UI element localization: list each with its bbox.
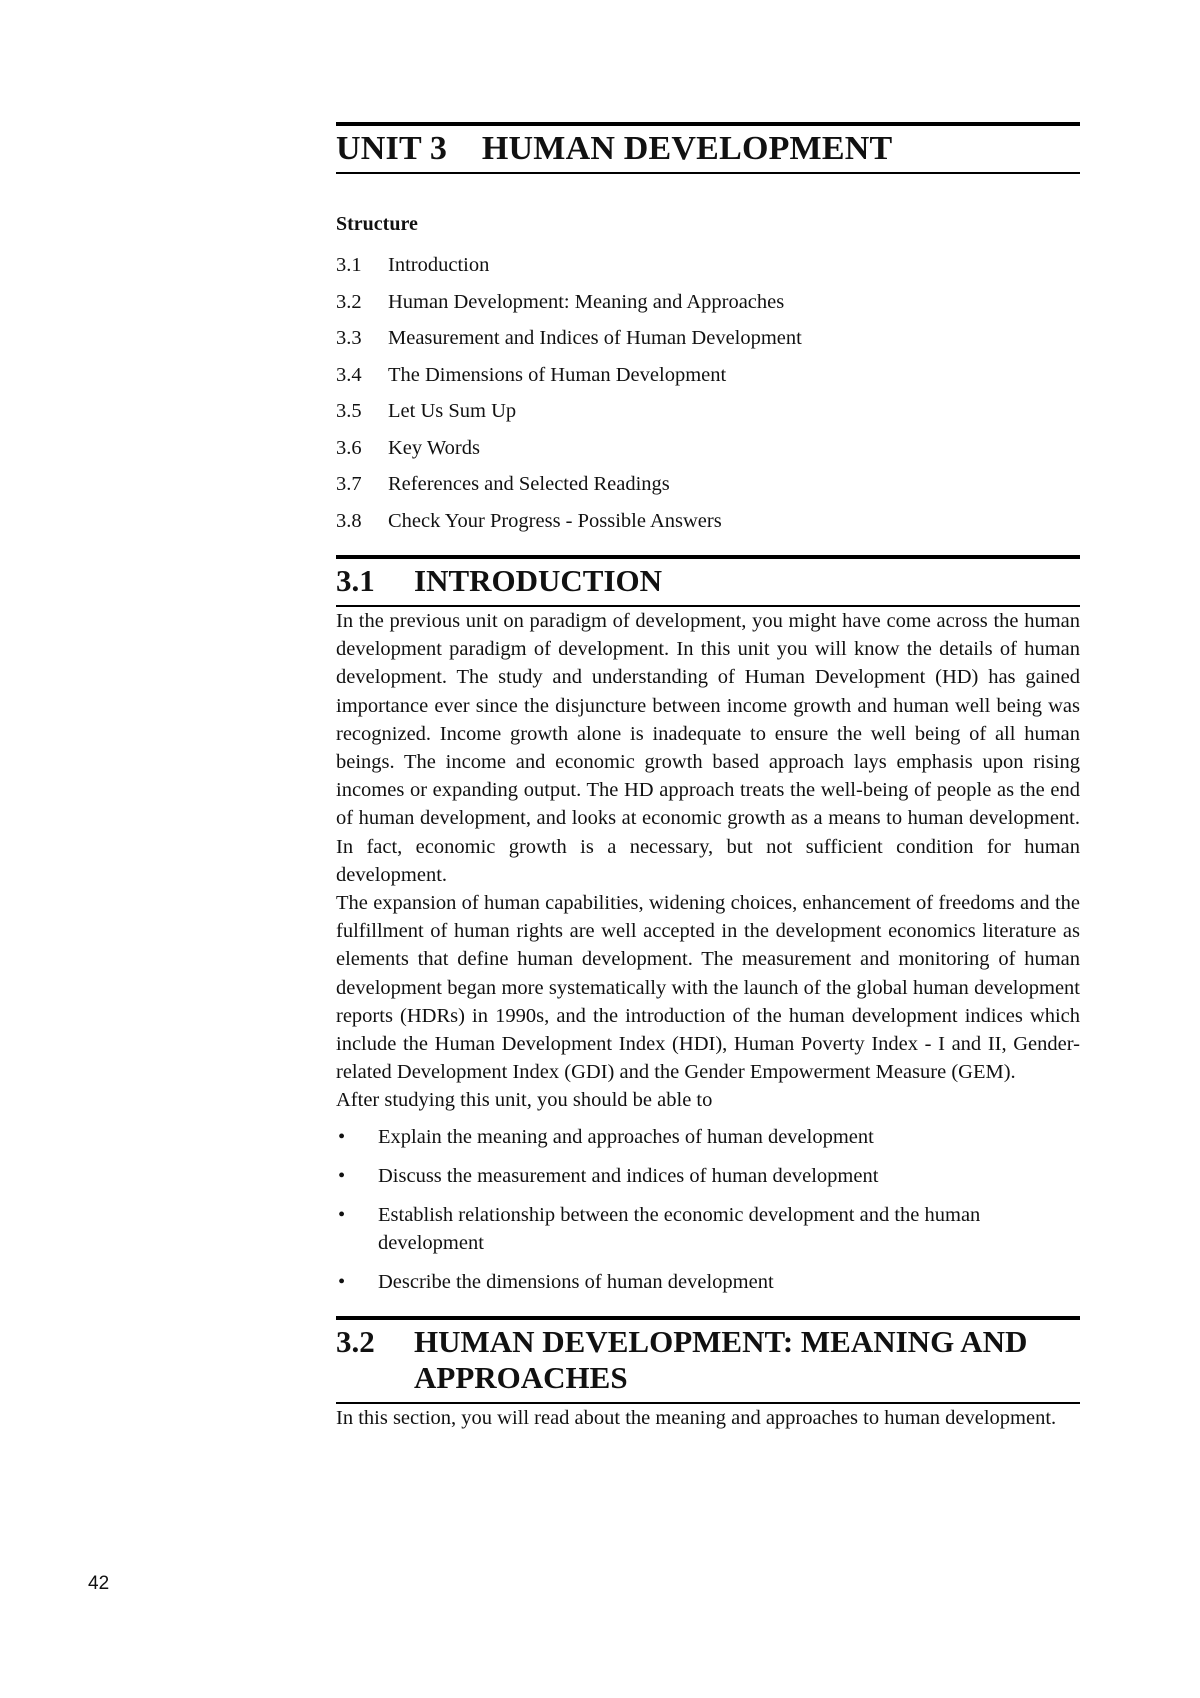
objective-item [336, 1201, 1080, 1257]
intro-paragraph-3: After studying this unit, you should be able to [336, 1089, 713, 1112]
structure-item-label: Key Words [388, 436, 480, 459]
structure-item [336, 430, 1080, 467]
objective-text: Establish relationship between the economic development and the human development [378, 1203, 981, 1254]
page-number: 42 [88, 1573, 110, 1594]
objective-text: Discuss the measurement and indices of human development [378, 1164, 879, 1187]
structure-item-label: The Dimensions of Human Development [388, 363, 727, 386]
structure-item-label: Human Development: Meaning and Approaches [388, 290, 785, 313]
structure-item-number: 3.3 [336, 327, 362, 349]
structure-heading: Structure [336, 213, 418, 235]
structure-item-number: 3.6 [336, 436, 362, 459]
structure-item-label: References and Selected Readings [388, 473, 670, 495]
structure-item-label: Let Us Sum Up [388, 400, 517, 422]
objective-text: Explain the meaning and approaches of human development [378, 1125, 874, 1148]
section-number: 3.1 [336, 563, 375, 598]
structure-item-number: 3.5 [336, 400, 362, 422]
section-title-line-1: HUMAN DEVELOPMENT: MEANING AND [414, 1323, 1028, 1359]
structure-item [336, 503, 1080, 540]
page-content [336, 122, 1080, 1432]
structure-item-label: Introduction [388, 254, 490, 276]
structure-list [336, 247, 1080, 539]
structure-item-number: 3.2 [336, 290, 362, 313]
objectives-list [336, 1123, 1080, 1296]
structure-item-label: Check Your Progress - Possible Answers [388, 509, 722, 532]
objective-item [336, 1268, 1080, 1296]
bullet-icon: • [338, 1164, 346, 1187]
structure-item [336, 247, 1080, 284]
structure-item-number: 3.4 [336, 363, 362, 386]
section-heading-introduction [336, 555, 1080, 607]
structure-item [336, 466, 1080, 503]
section-title-line-2: APPROACHES [414, 1359, 628, 1395]
structure-item [336, 320, 1080, 357]
objective-item [336, 1123, 1080, 1151]
bullet-icon: • [338, 1125, 346, 1148]
section-title [414, 1324, 1027, 1396]
section-title: INTRODUCTION [414, 563, 663, 598]
structure-item [336, 393, 1080, 430]
structure-item-number: 3.1 [336, 254, 362, 276]
section-heading-meaning-approaches [336, 1316, 1080, 1404]
structure-item-number: 3.8 [336, 509, 362, 532]
bullet-icon: • [338, 1270, 346, 1293]
objective-text: Describe the dimensions of human development [378, 1270, 774, 1293]
section-number: 3.2 [336, 1323, 375, 1359]
objective-item [336, 1162, 1080, 1190]
structure-item-number: 3.7 [336, 473, 362, 495]
unit-title: UNIT 3 HUMAN DEVELOPMENT [336, 130, 893, 167]
unit-heading-block [336, 122, 1080, 174]
bullet-icon: • [338, 1203, 346, 1226]
intro-paragraph-1: In the previous unit on paradigm of development, you might have come across the human development paradigm of development. In this unit you will know the details of human development. The study and understanding of Human Development (HD) has gained importance ever since the disjuncture between income growth and human well being was recognized. Income growth alone is inadequate to ensure the well being of all human beings. The income and economic growth based approach lays emphasis upon rising incomes or expanding output. The HD approach treats the well-being of people as the end of human development, and looks at economic growth as a means to human development. In fact, economic growth is a necessary, but not sufficient condition for human development. [336, 610, 1080, 886]
structure-item [336, 284, 1080, 321]
structure-item [336, 357, 1080, 394]
section2-paragraph: In this section, you will read about the meaning and approaches to human development. [336, 1406, 1057, 1429]
structure-item-label: Measurement and Indices of Human Development [388, 327, 802, 349]
intro-paragraph-2: The expansion of human capabilities, widening choices, enhancement of freedoms and the fulfillment of human rights are well accepted in the development economics literature as elements that define human development. The measurement and monitoring of human development began more systematically with the launch of the global human development reports (HDRs) in 1990s, and the introduction of the human development indices which include the Human Development Index (HDI), Human Poverty Index - I and II, Gender-related Development Index (GDI) and the Gender Empowerment Measure (GEM). [336, 892, 1080, 1084]
